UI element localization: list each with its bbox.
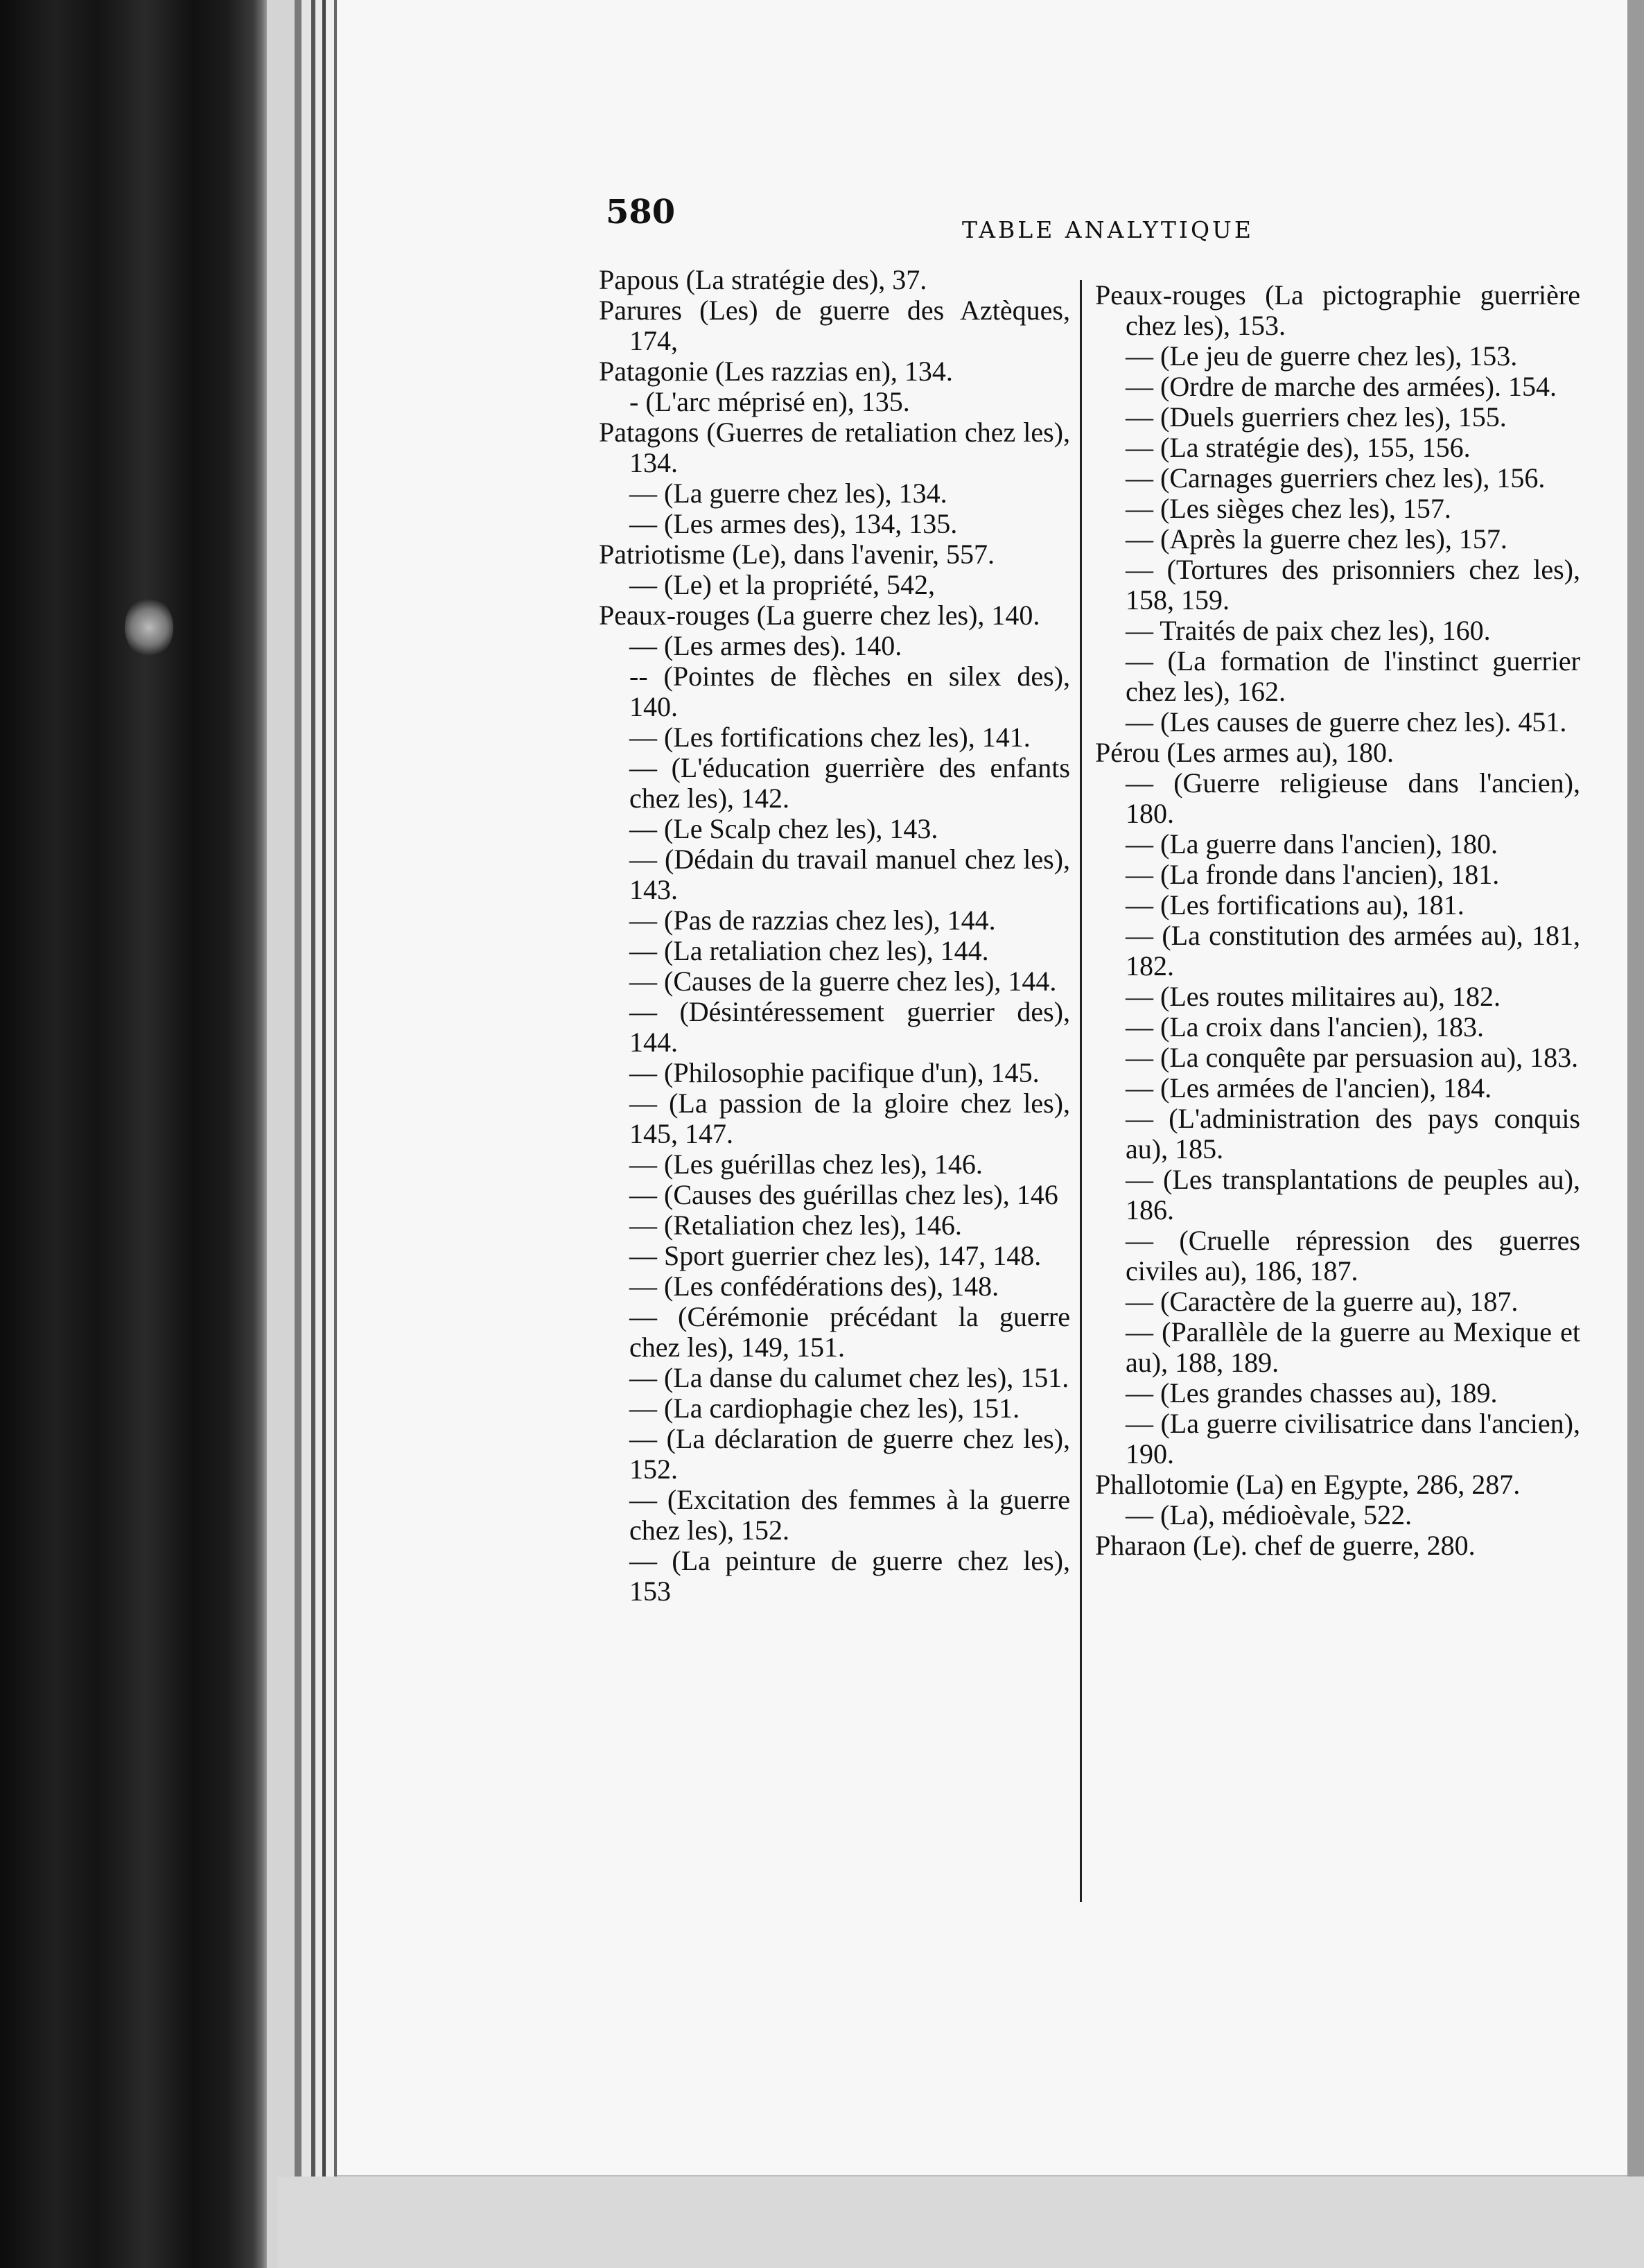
index-subentry: — (Pas de razzias chez les), 144. <box>629 905 996 936</box>
index-subentry: — (Carnages guerriers chez les), 156. <box>1126 462 1546 494</box>
index-subentry: — (Le jeu de guerre chez les), 153. <box>1126 340 1518 372</box>
index-column-right <box>1095 280 1580 1561</box>
index-subentry: — (Les transplantations de peuples au), 186. <box>1126 1164 1580 1225</box>
index-subentry: — (Les confédérations des), 148. <box>629 1271 999 1302</box>
index-subentry: — (Désintéressement guerrier des), 144. <box>629 996 1070 1058</box>
index-entry: Papous (La stratégie des), 37. <box>599 264 927 295</box>
index-subentry: — (La passion de la gloire chez les), 145, 147. <box>629 1088 1070 1149</box>
margin-stain <box>125 596 173 658</box>
index-subentry: — (La cardiophagie chez les), 151. <box>629 1393 1020 1424</box>
index-subentry: — (L'éducation guerrière des enfants chez les), 142. <box>629 752 1070 814</box>
index-entry: Peaux-rouges (La pictographie guerrière chez les), 153. <box>1095 279 1580 341</box>
index-subentry: — (Les routes militaires au), 182. <box>1126 981 1501 1012</box>
index-subentry: — (La guerre dans l'ancien), 180. <box>1126 828 1498 860</box>
index-subentry: — (La constitution des armées au), 181, 182. <box>1126 920 1580 982</box>
page-edge <box>315 0 322 2268</box>
page-edge <box>295 0 301 2268</box>
index-subentry: — Traités de paix chez les), 160. <box>1126 615 1491 646</box>
index-subentry: - (L'arc méprisé en), 135. <box>629 386 910 417</box>
index-subentry: — (La guerre chez les), 134. <box>629 478 947 509</box>
index-subentry: — (La guerre civilisatrice dans l'ancien), 190. <box>1126 1408 1580 1469</box>
index-column-left <box>599 265 1070 1607</box>
index-entry: Pérou (Les armes au), 180. <box>1095 737 1394 768</box>
index-subentry: — (Causes de la guerre chez les), 144. <box>629 966 1057 997</box>
index-subentry: — (Les armes des). 140. <box>629 630 902 661</box>
index-subentry: — (Philosophie pacifique d'un), 145. <box>629 1057 1040 1088</box>
index-subentry: — (Duels guerriers chez les), 155. <box>1126 401 1507 433</box>
index-subentry: — (Cruelle répression des guerres civiles au), 186, 187. <box>1126 1225 1580 1286</box>
index-entry: Patriotisme (Le), dans l'avenir, 557. <box>599 539 995 570</box>
page-edge <box>267 0 295 2268</box>
index-subentry: — (La croix dans l'ancien), 183. <box>1126 1011 1485 1043</box>
index-subentry: — (La peinture de guerre chez les), 153 <box>629 1545 1070 1607</box>
index-subentry: -- (Pointes de flèches en silex des), 140. <box>629 661 1070 722</box>
index-subentry: — (La fronde dans l'ancien), 181. <box>1126 859 1500 890</box>
page-edge <box>301 0 311 2268</box>
index-subentry: — (Le Scalp chez les), 143. <box>629 813 938 844</box>
index-subentry: — (Le) et la propriété, 542, <box>629 569 935 600</box>
page-edge <box>326 0 334 2268</box>
index-subentry: — (Causes des guérillas chez les), 146 <box>629 1179 1058 1210</box>
index-subentry: — (Retaliation chez les), 146. <box>629 1210 962 1241</box>
index-subentry: — (Les guérillas chez les), 146. <box>629 1149 983 1180</box>
index-entry: Peaux-rouges (La guerre chez les), 140. <box>599 600 1040 631</box>
index-subentry: — Sport guerrier chez les), 147, 148. <box>629 1240 1042 1271</box>
index-subentry: — (Tortures des prisonniers chez les), 158, 159. <box>1126 554 1580 616</box>
index-subentry: — (Les armées de l'ancien), 184. <box>1126 1072 1492 1104</box>
index-subentry: — (La conquête par persuasion au), 183. <box>1126 1042 1579 1073</box>
index-subentry: — (Les causes de guerre chez les). 451. <box>1126 706 1567 738</box>
index-subentry: — (Ordre de marche des armées). 154. <box>1126 371 1557 402</box>
index-subentry: — (La formation de l'instinct guerrier chez les), 162. <box>1126 645 1580 707</box>
index-subentry: — (La déclaration de guerre chez les), 152. <box>629 1423 1070 1485</box>
index-entry: Patagons (Guerres de retaliation chez les), 134. <box>599 417 1070 478</box>
index-subentry: — (La stratégie des), 155, 156. <box>1126 432 1471 463</box>
index-entry: Patagonie (Les razzias en), 134. <box>599 356 953 387</box>
index-subentry: — (Les fortifications au), 181. <box>1126 889 1464 921</box>
scanner-background <box>277 2177 1644 2268</box>
index-subentry: — (Dédain du travail manuel chez les), 143. <box>629 844 1070 905</box>
running-header: TABLE ANALYTIQUE <box>962 216 1254 243</box>
index-subentry: — (La retaliation chez les), 144. <box>629 935 989 966</box>
index-subentry: — (La danse du calumet chez les), 151. <box>629 1362 1069 1393</box>
index-subentry: — (Les grandes chasses au), 189. <box>1126 1377 1498 1408</box>
index-subentry: — (Après la guerre chez les), 157. <box>1126 523 1507 555</box>
index-subentry: — (Excitation des femmes à la guerre chez les), 152. <box>629 1484 1070 1546</box>
index-subentry: — (Guerre religieuse dans l'ancien), 180. <box>1126 767 1580 829</box>
index-subentry: — (Caractère de la guerre au), 187. <box>1126 1286 1519 1317</box>
index-entry: Parures (Les) de guerre des Aztèques, 174, <box>599 295 1070 356</box>
index-subentry: — (La), médioèvale, 522. <box>1126 1499 1413 1530</box>
column-divider <box>1080 280 1082 1902</box>
index-entry: Pharaon (Le). chef de guerre, 280. <box>1095 1530 1476 1561</box>
index-entry: Phallotomie (La) en Egypte, 286, 287. <box>1095 1469 1521 1500</box>
index-subentry: — (Les armes des), 134, 135. <box>629 508 958 539</box>
index-subentry: — (Les fortifications chez les), 141. <box>629 722 1031 753</box>
index-subentry: — (L'administration des pays conquis au), 185. <box>1126 1103 1580 1164</box>
index-subentry: — (Les sièges chez les), 157. <box>1126 493 1451 524</box>
index-subentry: — (Parallèle de la guerre au Mexique et au), 188, 189. <box>1126 1316 1580 1378</box>
page-number: 580 <box>606 193 676 232</box>
index-subentry: — (Cérémonie précédant la guerre chez les), 149, 151. <box>629 1301 1070 1363</box>
